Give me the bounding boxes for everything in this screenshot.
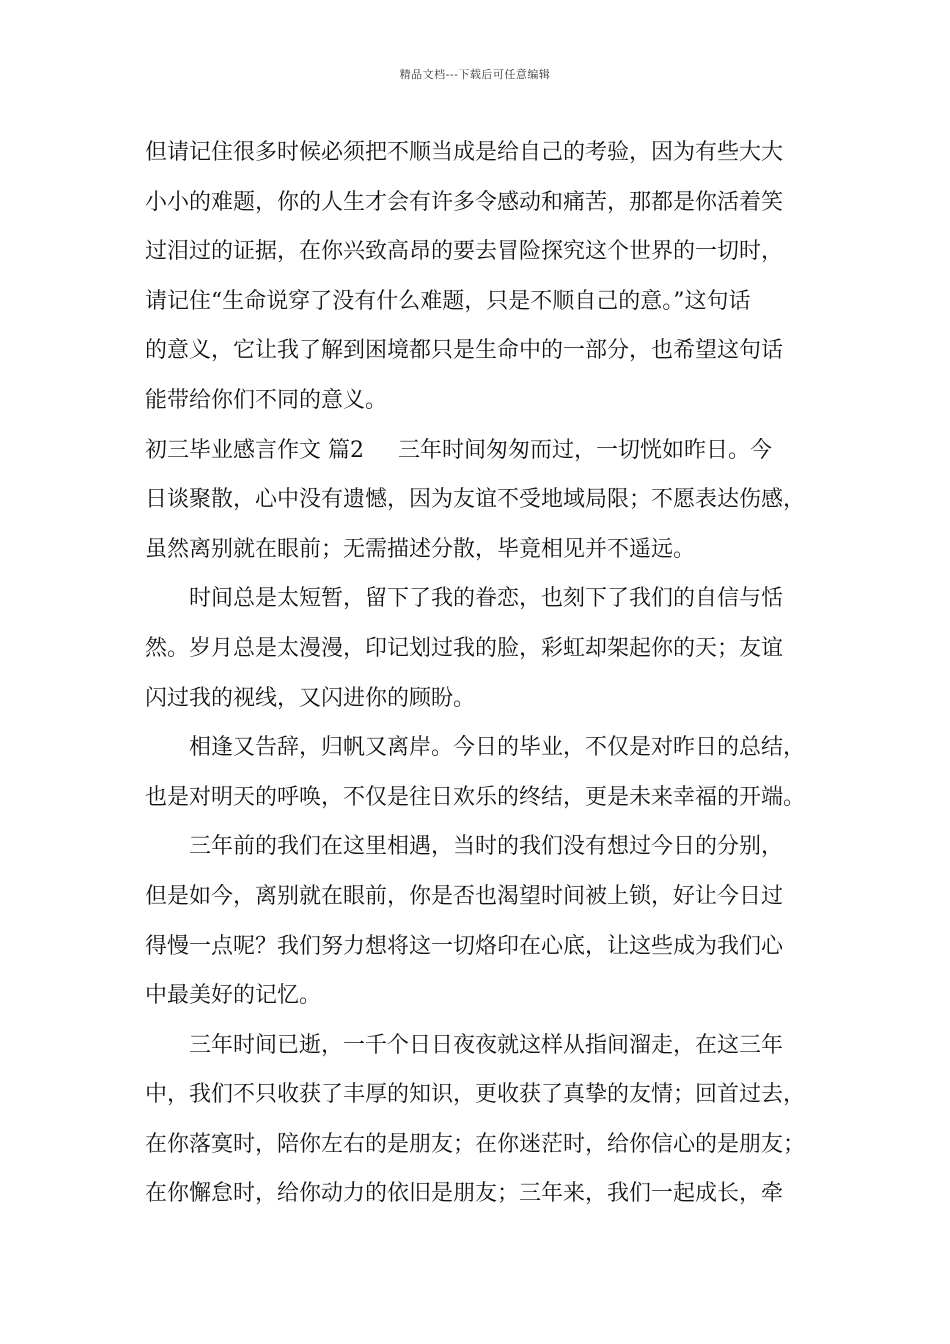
- text-line: 但请记住很多时候必须把不顺当成是给自己的考验，因为有些大大: [145, 140, 784, 165]
- text-line: 闪过我的视线，又闪进你的顾盼。: [145, 685, 476, 711]
- paragraph-first-line: 三年时间已逝，一千个日日夜夜就这样从指间溜走，在这三年: [189, 1032, 784, 1058]
- text-line: 日谈聚散，心中没有遗憾，因为友谊不受地域局限；不愿表达伤感，: [145, 487, 806, 513]
- text-line: 虽然离别就在眼前；无需描述分散，毕竟相见并不遥远。: [145, 536, 696, 562]
- page-header: 精品文档---下载后可任意编辑: [399, 68, 551, 81]
- paragraph-first-line: 相逢又告辞，归帆又离岸。今日的毕业，不仅是对昨日的总结，: [189, 735, 806, 761]
- text-line: 得慢一点呢？我们努力想将这一切烙印在心底，让这些成为我们心: [145, 933, 784, 959]
- text-line: 也是对明天的呼唤，不仅是往日欢乐的终结，更是未来幸福的开端。: [145, 784, 806, 810]
- text-line: 过泪过的证据，在你兴致高昂的要去冒险探究这个世界的一切时，: [145, 239, 784, 265]
- paragraph-first-line: 三年前的我们在这里相遇，当时的我们没有想过今日的分别，: [189, 834, 784, 860]
- text-line: 然。岁月总是太漫漫，印记划过我的脸，彩虹却架起你的天；友谊: [145, 635, 784, 661]
- text-line: 的意义，它让我了解到困境都只是生命中的一部分，也希望这句话: [145, 338, 784, 364]
- document-body: [145, 128, 815, 1219]
- text-line: 在你落寞时，陪你左右的是朋友；在你迷茫时，给你信心的是朋友；: [145, 1131, 806, 1157]
- paragraph-first-line: 时间总是太短暂，留下了我的眷恋，也刻下了我们的自信与恬: [189, 586, 784, 612]
- text-line: 能带给你们不同的意义。: [145, 387, 388, 413]
- text-line: 中，我们不只收获了丰厚的知识，更收获了真挚的友情；回首过去，: [145, 1082, 806, 1108]
- section-title: 初三毕业感言作文 篇2: [145, 437, 364, 463]
- text-line: 中最美好的记忆。: [145, 983, 322, 1009]
- text-line: 小小的难题，你的人生才会有许多令感动和痛苦，那都是你活着笑: [145, 189, 784, 215]
- text-line: 请记住“生命说穿了没有什么难题，只是不顺自己的意。”这句话: [145, 288, 751, 314]
- text-line: 但是如今，离别就在眼前，你是否也渴望时间被上锁，好让今日过: [145, 883, 784, 909]
- text-line: 在你懈怠时，给你动力的依旧是朋友；三年来，我们一起成长，牵: [145, 1181, 784, 1207]
- section-title-line: [145, 426, 815, 476]
- text-line: 三年时间匆匆而过，一切恍如昨日。今: [398, 437, 773, 463]
